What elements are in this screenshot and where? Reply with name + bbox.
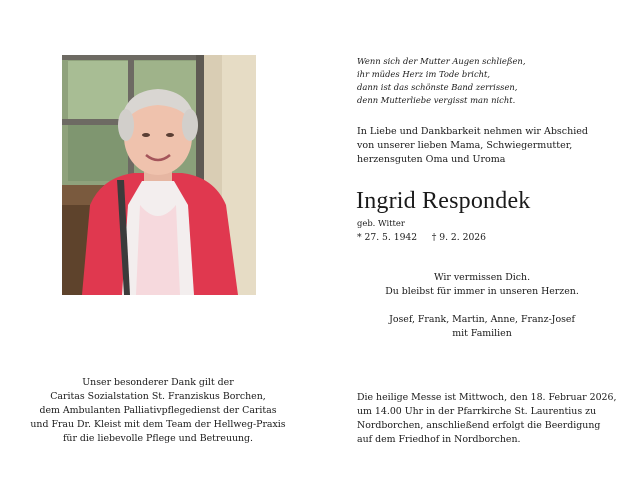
mass-line: Die heilige Messe ist Mittwoch, den 18. Februar 2026, [357,392,617,403]
thanks-line: Caritas Sozialstation St. Franziskus Borchen, [50,391,266,402]
poem-line: Wenn sich der Mutter Augen schließen, [357,56,526,66]
death-date: † 9. 2. 2026 [431,232,487,243]
miss-you-line: Du bleibst für immer in unseren Herzen. [385,286,579,297]
intro-line: herzensguten Oma und Uroma [357,154,506,165]
portrait-photo [62,55,256,295]
intro-line: von unserer lieben Mama, Schwiegermutter, [357,140,573,151]
poem [357,55,607,107]
mass-line: Nordborchen, anschließend erfolgt die Beerdigung [357,420,601,431]
intro-line: In Liebe und Dankbarkeit nehmen wir Abschied [357,126,588,137]
farewell-intro [357,125,607,167]
mass-line: auf dem Friedhof in Nordborchen. [357,434,521,445]
birth-name: geb. Witter [357,218,405,228]
family-names [357,313,607,341]
deceased-name: Ingrid Respondek [356,188,531,214]
thanks-line: für die liebevolle Pflege und Betreuung. [62,433,254,444]
poem-line: denn Mutterliebe vergisst man nicht. [357,95,516,105]
thanks-text [22,376,294,446]
mass-line: um 14.00 Uhr in der Pfarrkirche St. Laurentius zu [357,406,597,417]
thanks-line: dem Ambulanten Palliativpflegedienst der Caritas [39,405,277,416]
family-line: mit Familien [452,328,512,339]
funeral-mass-info [357,391,617,447]
portrait-image [62,55,256,295]
thanks-line: und Frau Dr. Kleist mit dem Team der Hellweg-Praxis [30,419,286,430]
poem-line: dann ist das schönste Band zerrissen, [357,82,518,92]
poem-line: ihr müdes Herz im Tode bricht, [357,69,491,79]
thanks-line: Unser besonderer Dank gilt der [82,377,234,388]
birth-date: * 27. 5. 1942 [357,232,418,243]
family-line: Josef, Frank, Martin, Anne, Franz-Josef [389,314,575,325]
life-dates [357,231,486,244]
miss-you-text [357,271,607,299]
miss-you-line: Wir vermissen Dich. [433,272,531,283]
